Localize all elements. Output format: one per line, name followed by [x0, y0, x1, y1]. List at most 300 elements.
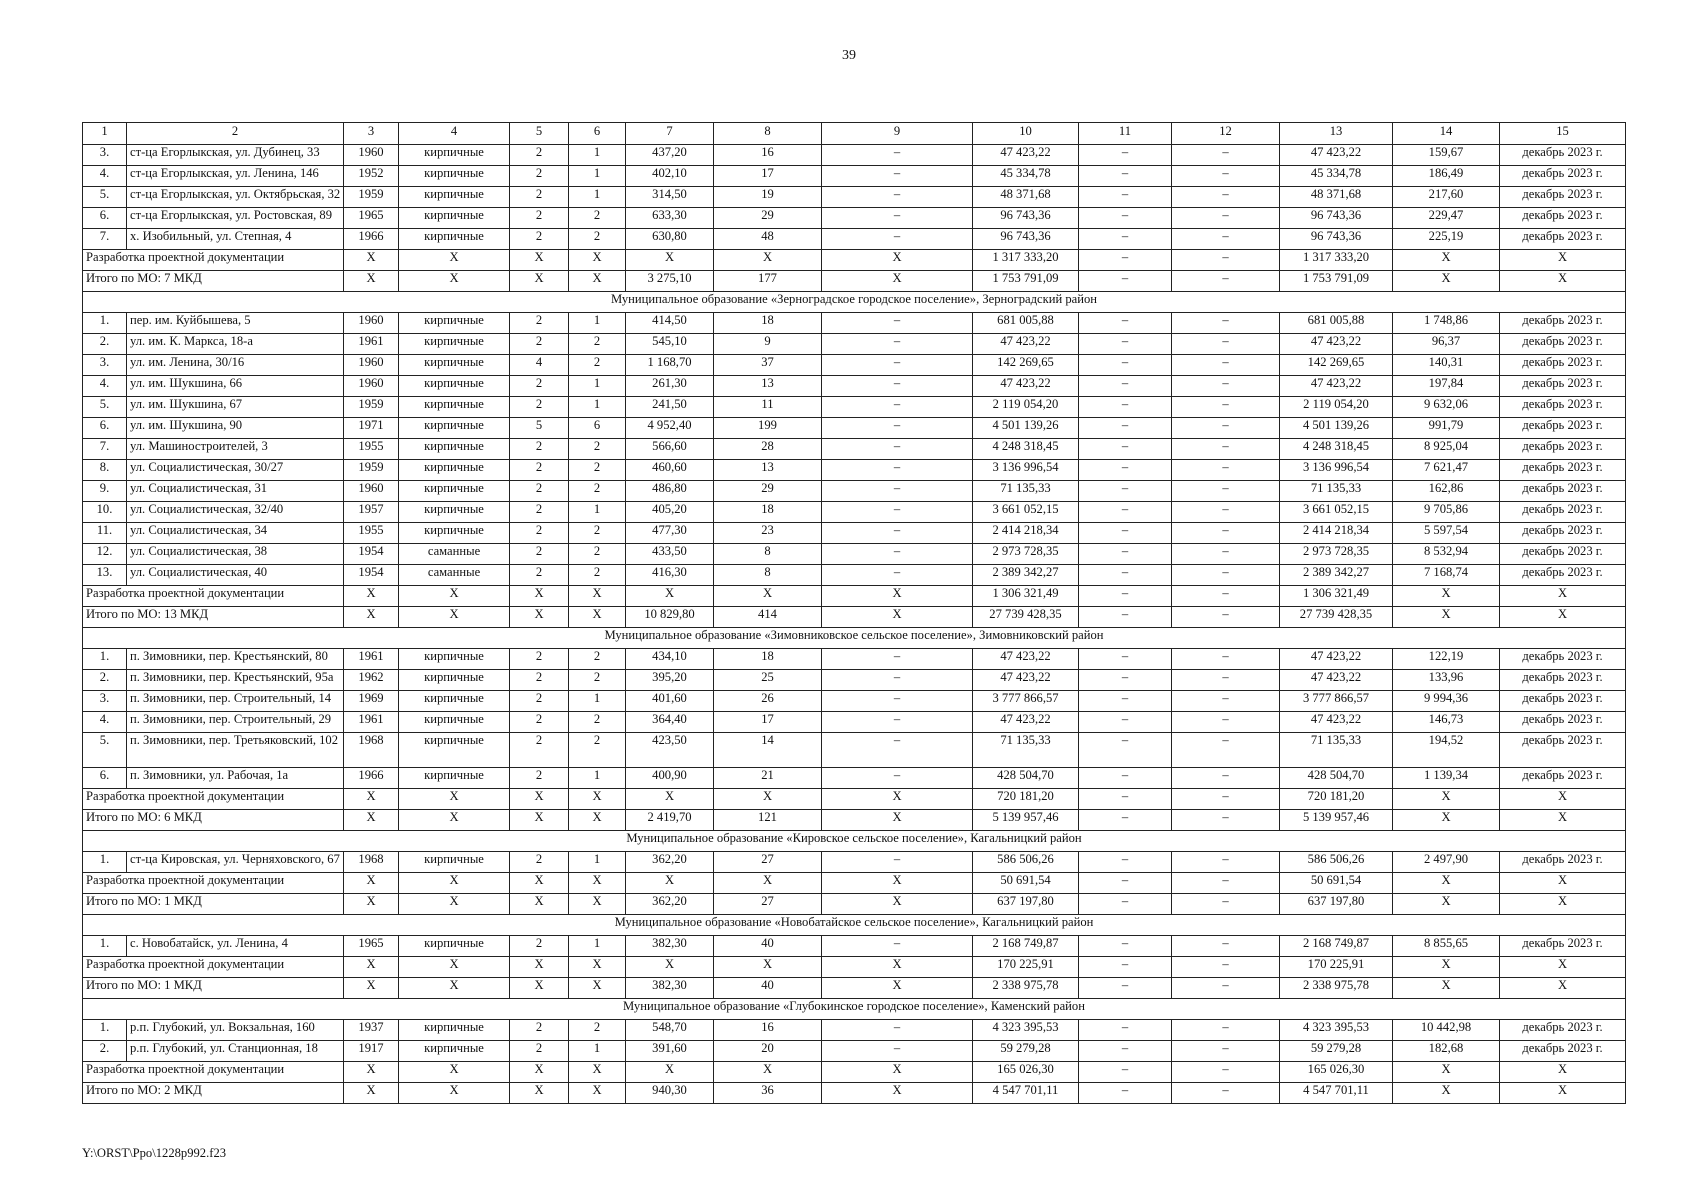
table-cell: 9 705,86	[1393, 502, 1500, 523]
table-cell: 2	[569, 460, 626, 481]
table-cell: 3 661 052,15	[1280, 502, 1393, 523]
summary-cell: X	[569, 1083, 626, 1104]
table-cell: 11	[714, 397, 822, 418]
building-address: х. Изобильный, ул. Степная, 4	[127, 229, 344, 250]
summary-cell: –	[1079, 586, 1172, 607]
row-number: 1.	[83, 649, 127, 670]
table-cell: 1971	[344, 418, 399, 439]
summary-cell: X	[510, 1083, 569, 1104]
table-cell: декабрь 2023 г.	[1500, 1041, 1626, 1062]
table-cell: кирпичные	[399, 502, 510, 523]
table-cell: 8	[714, 565, 822, 586]
summary-cell: X	[344, 978, 399, 999]
table-cell: 1968	[344, 733, 399, 768]
municipality-section-row	[83, 915, 1626, 936]
table-cell: кирпичные	[399, 208, 510, 229]
summary-cell: 1 306 321,49	[973, 586, 1079, 607]
summary-cell: X	[822, 873, 973, 894]
table-cell: декабрь 2023 г.	[1500, 397, 1626, 418]
summary-cell: –	[1172, 1083, 1280, 1104]
summary-cell: X	[399, 586, 510, 607]
building-address: ул. Социалистическая, 32/40	[127, 502, 344, 523]
summary-cell: X	[344, 607, 399, 628]
table-cell: 314,50	[626, 187, 714, 208]
table-cell: 142 269,65	[1280, 355, 1393, 376]
summary-cell: X	[1500, 1083, 1626, 1104]
building-address: п. Зимовники, пер. Строительный, 29	[127, 712, 344, 733]
table-cell: декабрь 2023 г.	[1500, 376, 1626, 397]
table-cell: –	[822, 691, 973, 712]
summary-cell: –	[1079, 978, 1172, 999]
summary-cell: –	[1172, 789, 1280, 810]
table-cell: 2 973 728,35	[1280, 544, 1393, 565]
table-cell: декабрь 2023 г.	[1500, 712, 1626, 733]
building-address: ст-ца Егорлыкская, ул. Ленина, 146	[127, 166, 344, 187]
table-cell: 1	[569, 187, 626, 208]
table-cell: 991,79	[1393, 418, 1500, 439]
summary-cell: X	[344, 586, 399, 607]
table-cell: кирпичные	[399, 229, 510, 250]
table-cell: 8 925,04	[1393, 439, 1500, 460]
table-cell: 47 423,22	[1280, 334, 1393, 355]
table-cell: 395,20	[626, 670, 714, 691]
table-cell: 477,30	[626, 523, 714, 544]
summary-cell: X	[822, 586, 973, 607]
table-cell: –	[1079, 936, 1172, 957]
building-row	[83, 691, 1626, 712]
summary-cell: X	[714, 586, 822, 607]
table-cell: 2	[510, 649, 569, 670]
summary-cell: –	[1079, 1062, 1172, 1083]
summary-cell: 2 338 975,78	[1280, 978, 1393, 999]
summary-cell: X	[1500, 607, 1626, 628]
table-cell: –	[1172, 691, 1280, 712]
summary-label: Итого по МО: 6 МКД	[83, 810, 344, 831]
table-cell: –	[1172, 1020, 1280, 1041]
summary-cell: 1 753 791,09	[1280, 271, 1393, 292]
municipality-title: Муниципальное образование «Новобатайское сельское поселение», Кагальницкий район	[83, 915, 1626, 936]
table-cell: 48 371,68	[1280, 187, 1393, 208]
table-cell: 2	[510, 334, 569, 355]
summary-cell: –	[1172, 271, 1280, 292]
summary-cell: 50 691,54	[973, 873, 1079, 894]
row-number: 1.	[83, 1020, 127, 1041]
table-cell: –	[1172, 334, 1280, 355]
row-number: 7.	[83, 229, 127, 250]
table-cell: 18	[714, 313, 822, 334]
summary-cell: X	[510, 586, 569, 607]
table-cell: декабрь 2023 г.	[1500, 208, 1626, 229]
table-cell: 1	[569, 397, 626, 418]
table-cell: 241,50	[626, 397, 714, 418]
building-row	[83, 397, 1626, 418]
table-cell: кирпичные	[399, 936, 510, 957]
table-cell: –	[1079, 460, 1172, 481]
summary-label: Разработка проектной документации	[83, 586, 344, 607]
row-number: 6.	[83, 208, 127, 229]
table-cell: декабрь 2023 г.	[1500, 439, 1626, 460]
table-cell: 2	[510, 691, 569, 712]
summary-cell: –	[1172, 586, 1280, 607]
building-address: ул. им. Шукшина, 66	[127, 376, 344, 397]
column-number-cell: 6	[569, 123, 626, 145]
table-cell: 162,86	[1393, 481, 1500, 502]
summary-cell: X	[569, 271, 626, 292]
table-cell: –	[1172, 166, 1280, 187]
table-cell: 1966	[344, 229, 399, 250]
summary-cell: –	[1172, 250, 1280, 271]
row-number: 11.	[83, 523, 127, 544]
table-cell: кирпичные	[399, 166, 510, 187]
summary-cell: X	[822, 789, 973, 810]
summary-cell: X	[510, 789, 569, 810]
row-number: 1.	[83, 313, 127, 334]
table-cell: 433,50	[626, 544, 714, 565]
table-cell: 29	[714, 208, 822, 229]
table-cell: 2	[510, 565, 569, 586]
table-cell: 2 389 342,27	[973, 565, 1079, 586]
summary-cell: X	[399, 607, 510, 628]
table-cell: 566,60	[626, 439, 714, 460]
table-cell: 2	[569, 439, 626, 460]
row-number: 8.	[83, 460, 127, 481]
table-cell: –	[822, 649, 973, 670]
table-cell: –	[1079, 229, 1172, 250]
summary-cell: X	[626, 586, 714, 607]
table-cell: 1 748,86	[1393, 313, 1500, 334]
table-cell: 2	[569, 544, 626, 565]
summary-cell: –	[1172, 957, 1280, 978]
table-cell: кирпичные	[399, 852, 510, 873]
row-number: 3.	[83, 145, 127, 166]
summary-cell: X	[822, 1083, 973, 1104]
table-cell: декабрь 2023 г.	[1500, 334, 1626, 355]
table-cell: 3 661 052,15	[973, 502, 1079, 523]
summary-cell: 36	[714, 1083, 822, 1104]
summary-cell: X	[399, 978, 510, 999]
table-cell: 1960	[344, 145, 399, 166]
table-cell: 8 532,94	[1393, 544, 1500, 565]
summary-label: Разработка проектной документации	[83, 1062, 344, 1083]
building-address: пер. им. Куйбышева, 5	[127, 313, 344, 334]
table-cell: 27	[714, 852, 822, 873]
table-cell: 199	[714, 418, 822, 439]
table-cell: 416,30	[626, 565, 714, 586]
table-cell: 2 389 342,27	[1280, 565, 1393, 586]
row-number: 4.	[83, 712, 127, 733]
summary-cell: X	[1500, 586, 1626, 607]
building-address: ул. им. Шукшина, 67	[127, 397, 344, 418]
summary-cell: –	[1079, 607, 1172, 628]
summary-cell: X	[1393, 271, 1500, 292]
table-cell: 142 269,65	[973, 355, 1079, 376]
table-cell: 1960	[344, 355, 399, 376]
table-cell: 2	[510, 502, 569, 523]
table-cell: 1	[569, 1041, 626, 1062]
summary-cell: X	[510, 250, 569, 271]
building-row	[83, 502, 1626, 523]
summary-cell: X	[714, 789, 822, 810]
table-cell: 1	[569, 936, 626, 957]
summary-cell: X	[1500, 894, 1626, 915]
summary-cell: 1 306 321,49	[1280, 586, 1393, 607]
table-cell: –	[1172, 355, 1280, 376]
table-cell: –	[822, 523, 973, 544]
building-row	[83, 376, 1626, 397]
table-cell: 2	[510, 376, 569, 397]
table-cell: –	[822, 936, 973, 957]
table-cell: –	[1172, 523, 1280, 544]
table-cell: декабрь 2023 г.	[1500, 523, 1626, 544]
table-cell: –	[822, 1041, 973, 1062]
table-cell: 2 414 218,34	[1280, 523, 1393, 544]
summary-cell: X	[510, 978, 569, 999]
summary-cell: X	[822, 978, 973, 999]
summary-cell: X	[399, 271, 510, 292]
table-cell: –	[1079, 145, 1172, 166]
table-cell: –	[822, 852, 973, 873]
table-cell: 59 279,28	[1280, 1041, 1393, 1062]
table-cell: 2 973 728,35	[973, 544, 1079, 565]
table-cell: 4	[510, 355, 569, 376]
table-cell: 2 497,90	[1393, 852, 1500, 873]
table-cell: 2	[510, 439, 569, 460]
table-cell: 28	[714, 439, 822, 460]
summary-cell: –	[1172, 810, 1280, 831]
table-cell: 434,10	[626, 649, 714, 670]
building-address: ул. Социалистическая, 38	[127, 544, 344, 565]
table-cell: 2	[569, 481, 626, 502]
summary-cell: X	[399, 250, 510, 271]
summary-cell: X	[822, 1062, 973, 1083]
summary-cell: X	[822, 607, 973, 628]
summary-cell: 165 026,30	[1280, 1062, 1393, 1083]
summary-cell: X	[714, 957, 822, 978]
table-cell: –	[1172, 733, 1280, 768]
summary-cell: X	[1393, 810, 1500, 831]
table-cell: 59 279,28	[973, 1041, 1079, 1062]
table-cell: –	[1172, 208, 1280, 229]
summary-row	[83, 1083, 1626, 1104]
building-address: п. Зимовники, пер. Третьяковский, 102	[127, 733, 344, 768]
summary-cell: X	[510, 607, 569, 628]
summary-row	[83, 894, 1626, 915]
building-address: ул. им. Шукшина, 90	[127, 418, 344, 439]
column-number-cell: 2	[127, 123, 344, 145]
table-cell: 2	[510, 670, 569, 691]
summary-cell: X	[822, 810, 973, 831]
table-cell: 1	[569, 145, 626, 166]
building-address: ст-ца Егорлыкская, ул. Октябрьская, 32	[127, 187, 344, 208]
building-address: ст-ца Кировская, ул. Черняховского, 67	[127, 852, 344, 873]
table-cell: 182,68	[1393, 1041, 1500, 1062]
table-cell: 1966	[344, 768, 399, 789]
summary-cell: X	[1393, 586, 1500, 607]
table-cell: 1962	[344, 670, 399, 691]
row-number: 7.	[83, 439, 127, 460]
summary-cell: –	[1079, 873, 1172, 894]
summary-cell: 362,20	[626, 894, 714, 915]
summary-cell: X	[510, 271, 569, 292]
table-cell: –	[1079, 355, 1172, 376]
row-number: 2.	[83, 670, 127, 691]
building-address: п. Зимовники, пер. Крестьянский, 95а	[127, 670, 344, 691]
summary-cell: X	[399, 957, 510, 978]
summary-cell: X	[344, 873, 399, 894]
table-cell: кирпичные	[399, 1020, 510, 1041]
table-cell: 37	[714, 355, 822, 376]
building-row	[83, 460, 1626, 481]
summary-row	[83, 271, 1626, 292]
summary-cell: X	[344, 957, 399, 978]
table-cell: 18	[714, 502, 822, 523]
building-row	[83, 187, 1626, 208]
table-cell: 18	[714, 649, 822, 670]
summary-cell: X	[1393, 250, 1500, 271]
table-cell: 633,30	[626, 208, 714, 229]
table-cell: –	[822, 733, 973, 768]
row-number: 5.	[83, 397, 127, 418]
summary-cell: X	[1393, 1062, 1500, 1083]
table-cell: –	[1079, 691, 1172, 712]
table-cell: 9 632,06	[1393, 397, 1500, 418]
table-cell: декабрь 2023 г.	[1500, 936, 1626, 957]
table-cell: 2	[510, 733, 569, 768]
summary-cell: X	[510, 957, 569, 978]
row-number: 4.	[83, 166, 127, 187]
table-cell: кирпичные	[399, 481, 510, 502]
table-cell: кирпичные	[399, 691, 510, 712]
summary-label: Итого по МО: 2 МКД	[83, 1083, 344, 1104]
row-number: 3.	[83, 691, 127, 712]
summary-cell: X	[399, 873, 510, 894]
table-cell: 437,20	[626, 145, 714, 166]
table-cell: декабрь 2023 г.	[1500, 145, 1626, 166]
table-cell: 2	[510, 166, 569, 187]
table-cell: 225,19	[1393, 229, 1500, 250]
table-cell: 2	[510, 313, 569, 334]
table-cell: 2	[510, 712, 569, 733]
row-number: 4.	[83, 376, 127, 397]
summary-cell: X	[626, 957, 714, 978]
table-cell: 2	[569, 334, 626, 355]
summary-cell: X	[1393, 978, 1500, 999]
table-cell: 9	[714, 334, 822, 355]
table-cell: –	[1172, 502, 1280, 523]
municipality-section-row	[83, 628, 1626, 649]
table-cell: декабрь 2023 г.	[1500, 481, 1626, 502]
table-cell: 140,31	[1393, 355, 1500, 376]
building-row	[83, 208, 1626, 229]
summary-cell: X	[399, 1062, 510, 1083]
summary-cell: 170 225,91	[1280, 957, 1393, 978]
table-cell: 25	[714, 670, 822, 691]
table-cell: 1 168,70	[626, 355, 714, 376]
municipality-title: Муниципальное образование «Глубокинское городское поселение», Каменский район	[83, 999, 1626, 1020]
table-cell: 1959	[344, 187, 399, 208]
table-cell: –	[822, 439, 973, 460]
summary-cell: X	[1393, 873, 1500, 894]
table-cell: –	[822, 502, 973, 523]
table-cell: 1	[569, 852, 626, 873]
table-cell: 186,49	[1393, 166, 1500, 187]
table-cell: –	[1079, 376, 1172, 397]
summary-label: Разработка проектной документации	[83, 957, 344, 978]
summary-cell: X	[1500, 957, 1626, 978]
column-number-cell: 10	[973, 123, 1079, 145]
summary-cell: X	[626, 1062, 714, 1083]
building-row	[83, 936, 1626, 957]
building-row	[83, 145, 1626, 166]
row-number: 6.	[83, 768, 127, 789]
table-cell: декабрь 2023 г.	[1500, 502, 1626, 523]
table-cell: –	[822, 208, 973, 229]
table-cell: –	[1079, 418, 1172, 439]
table-cell: 4 501 139,26	[1280, 418, 1393, 439]
building-address: с. Новобатайск, ул. Ленина, 4	[127, 936, 344, 957]
table-cell: 47 423,22	[973, 670, 1079, 691]
table-cell: 1	[569, 166, 626, 187]
summary-row	[83, 607, 1626, 628]
summary-cell: 1 317 333,20	[1280, 250, 1393, 271]
table-cell: 47 423,22	[1280, 712, 1393, 733]
table-cell: 16	[714, 145, 822, 166]
table-cell: –	[1172, 565, 1280, 586]
table-cell: 1961	[344, 334, 399, 355]
table-cell: кирпичные	[399, 1041, 510, 1062]
table-cell: –	[1172, 670, 1280, 691]
table-cell: 402,10	[626, 166, 714, 187]
summary-cell: X	[626, 789, 714, 810]
building-row	[83, 1020, 1626, 1041]
municipality-title: Муниципальное образование «Зерноградское городское поселение», Зерноградский район	[83, 292, 1626, 313]
table-cell: 2 119 054,20	[973, 397, 1079, 418]
summary-cell: X	[399, 1083, 510, 1104]
table-cell: 1961	[344, 712, 399, 733]
summary-cell: X	[1393, 607, 1500, 628]
table-cell: декабрь 2023 г.	[1500, 355, 1626, 376]
table-cell: 2	[510, 229, 569, 250]
table-cell: 630,80	[626, 229, 714, 250]
table-cell: 23	[714, 523, 822, 544]
summary-cell: –	[1079, 810, 1172, 831]
summary-cell: X	[822, 957, 973, 978]
summary-cell: X	[1393, 789, 1500, 810]
table-cell: 13	[714, 376, 822, 397]
summary-cell: X	[626, 873, 714, 894]
table-cell: –	[1172, 397, 1280, 418]
table-cell: кирпичные	[399, 733, 510, 768]
table-cell: 4 248 318,45	[973, 439, 1079, 460]
table-cell: 400,90	[626, 768, 714, 789]
table-cell: –	[1172, 439, 1280, 460]
table-cell: 229,47	[1393, 208, 1500, 229]
row-number: 3.	[83, 355, 127, 376]
table-cell: 586 506,26	[973, 852, 1079, 873]
table-cell: 2	[569, 565, 626, 586]
building-row	[83, 1041, 1626, 1062]
table-cell: 1 139,34	[1393, 768, 1500, 789]
summary-cell: X	[569, 894, 626, 915]
table-cell: –	[1172, 852, 1280, 873]
summary-cell: 50 691,54	[1280, 873, 1393, 894]
table-cell: 2	[510, 208, 569, 229]
column-number-cell: 5	[510, 123, 569, 145]
table-cell: 1	[569, 376, 626, 397]
table-cell: –	[1079, 334, 1172, 355]
building-address: ул. Социалистическая, 40	[127, 565, 344, 586]
table-cell: 1959	[344, 460, 399, 481]
